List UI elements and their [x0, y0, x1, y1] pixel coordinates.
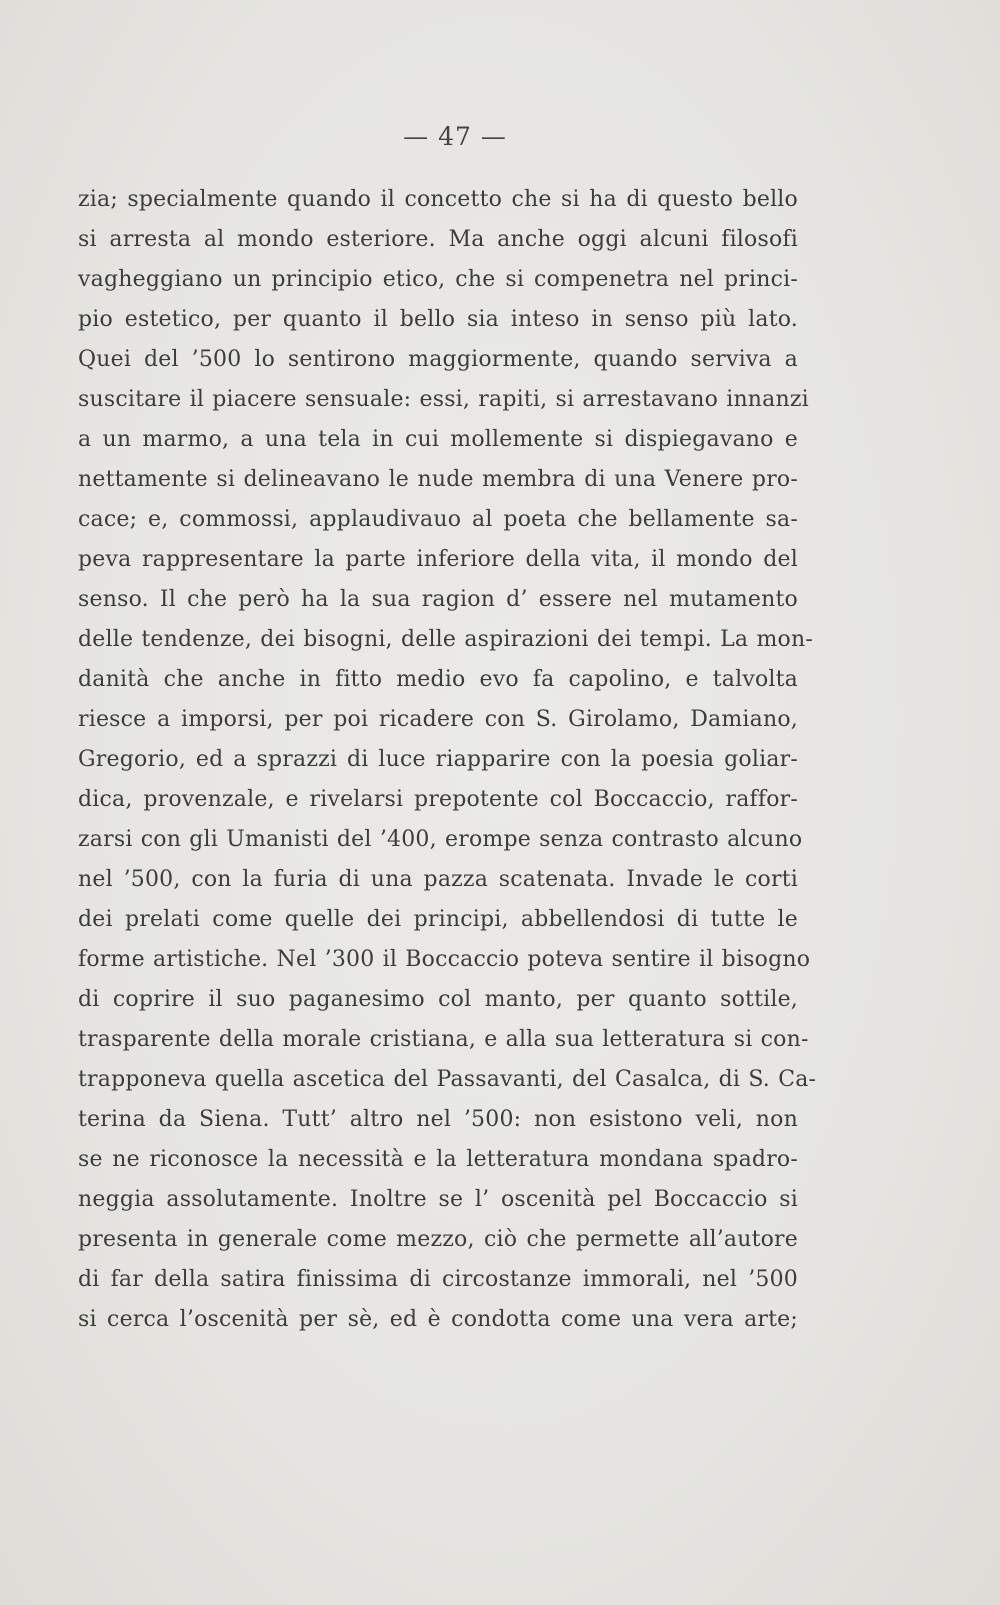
text-line: si arresta al mondo esteriore. Ma anche oggi alcuni filosofi: [78, 227, 798, 252]
text-line: di coprire il suo paganesimo col manto, per quanto sottile,: [78, 987, 798, 1012]
text-line: dei prelati come quelle dei principi, abbellendosi di tutte le: [78, 907, 798, 932]
text-line: di far della satira finissima di circostanze immorali, nel ’500: [78, 1267, 798, 1292]
text-body: [78, 180, 817, 1340]
text-line: vagheggiano un principio etico, che si compenetra nel princi-: [78, 267, 798, 292]
text-line: delle tendenze, dei bisogni, delle aspirazioni dei tempi. La mon-: [78, 627, 813, 652]
text-line: forme artistiche. Nel ’300 il Boccaccio poteva sentire il bisogno: [78, 947, 811, 972]
text-line: si cerca l’oscenità per sè, ed è condotta come una vera arte;: [78, 1307, 798, 1332]
text-line: zarsi con gli Umanisti del ’400, erompe senza contrasto alcuno: [78, 827, 803, 852]
text-line: nettamente si delineavano le nude membra di una Venere pro-: [78, 467, 798, 492]
text-line: dica, provenzale, e rivelarsi prepotente col Boccaccio, raffor-: [78, 787, 798, 812]
text-line: a un marmo, a una tela in cui mollemente si dispiegavano e: [78, 427, 798, 452]
text-line: trasparente della morale cristiana, e alla sua letteratura si con-: [78, 1027, 809, 1052]
page-number: — 47 —: [403, 122, 507, 151]
text-line: cace; e, commossi, applaudivauo al poeta che bellamente sa-: [78, 507, 798, 532]
text-line: suscitare il piacere sensuale: essi, rapiti, si arrestavano innanzi: [78, 387, 809, 412]
text-line: Quei del ’500 lo sentirono maggiormente, quando serviva a: [78, 347, 798, 372]
text-line: zia; specialmente quando il concetto che si ha di questo bello: [78, 187, 798, 212]
text-line: pio estetico, per quanto il bello sia inteso in senso più lato.: [78, 307, 798, 332]
text-line: se ne riconosce la necessità e la letteratura mondana spadro-: [78, 1147, 798, 1172]
text-line: senso. Il che però ha la sua ragion d’ essere nel mutamento: [78, 587, 798, 612]
text-line: terina da Siena. Tutt’ altro nel ’500: non esistono veli, non: [78, 1107, 798, 1132]
text-line: danità che anche in fitto medio evo fa capolino, e talvolta: [78, 667, 798, 692]
text-line: Gregorio, ed a sprazzi di luce riapparire con la poesia goliar-: [78, 747, 798, 772]
text-line: presenta in generale come mezzo, ciò che permette all’autore: [78, 1227, 798, 1252]
text-line: trapponeva quella ascetica del Passavanti, del Casalca, di S. Ca-: [78, 1067, 817, 1092]
text-line: neggia assolutamente. Inoltre se l’ oscenità pel Boccaccio si: [78, 1187, 798, 1212]
text-line: peva rappresentare la parte inferiore della vita, il mondo del: [78, 547, 798, 572]
text-line: nel ’500, con la furia di una pazza scatenata. Invade le corti: [78, 867, 798, 892]
text-line: riesce a imporsi, per poi ricadere con S. Girolamo, Damiano,: [78, 707, 798, 732]
